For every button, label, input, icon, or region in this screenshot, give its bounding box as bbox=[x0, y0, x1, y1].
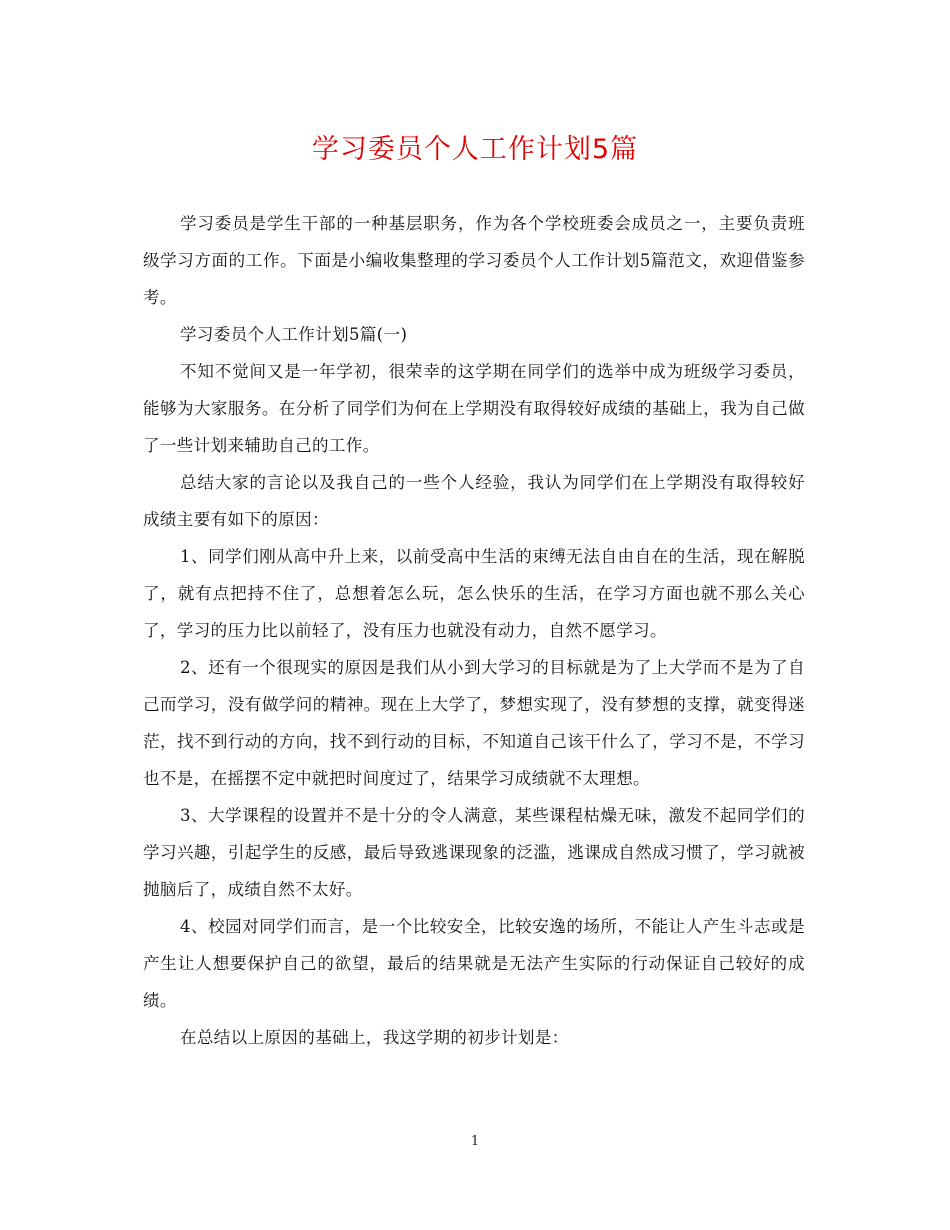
document-title: 学习委员个人工作计划5篇 bbox=[311, 134, 639, 165]
reason-item-1: 1、同学们刚从高中升上来，以前受高中生活的束缚无法自由自在的生活，现在解脱了，就有点把持不住了，总想着怎么玩，怎么快乐的生活，在学习方面也就不那么关心了，学习的压力比以前轻了，没有压力也就没有动力，自然不愿学习。 bbox=[143, 547, 805, 640]
document-body bbox=[143, 205, 805, 1056]
intro-paragraph: 学习委员是学生干部的一种基层职务，作为各个学校班委会成员之一，主要负责班级学习方面的工作。下面是小编收集整理的学习委员个人工作计划5篇范文，欢迎借鉴参考。 bbox=[143, 214, 805, 307]
page-number: 1 bbox=[470, 1134, 480, 1149]
reason-item-3: 3、大学课程的设置并不是十分的令人满意，某些课程枯燥无味，激发不起同学们的学习兴趣，引起学生的反感，最后导致逃课现象的泛滥，逃课成自然成习惯了，学习就被抛脑后了，成绩自然不太好。 bbox=[143, 806, 805, 899]
section-heading: 学习委员个人工作计划5篇(一) bbox=[180, 325, 408, 344]
body-paragraph: 在总结以上原因的基础上，我这学期的初步计划是： bbox=[180, 1028, 569, 1047]
reason-item-4: 4、校园对同学们而言，是一个比较安全，比较安逸的场所，不能让人产生斗志或是产生让人想要保护自己的欲望，最后的结果就是无法产生实际的行动保证自己较好的成绩。 bbox=[143, 917, 805, 1010]
body-paragraph: 不知不觉间又是一年学初，很荣幸的这学期在同学们的选举中成为班级学习委员，能够为大家服务。在分析了同学们为何在上学期没有取得较好成绩的基础上，我为自己做了一些计划来辅助自己的工作。 bbox=[143, 362, 805, 455]
reason-item-2: 2、还有一个很现实的原因是我们从小到大学习的目标就是为了上大学而不是为了自己而学习，没有做学问的精神。现在上大学了，梦想实现了，没有梦想的支撑，就变得迷茫，找不到行动的方向，找不到行动的目标，不知道自己该干什么了，学习不是，不学习也不是，在摇摆不定中就把时间度过了，结果学习成绩就不太理想。 bbox=[143, 658, 805, 788]
body-paragraph: 总结大家的言论以及我自己的一些个人经验，我认为同学们在上学期没有取得较好成绩主要有如下的原因： bbox=[143, 473, 805, 529]
